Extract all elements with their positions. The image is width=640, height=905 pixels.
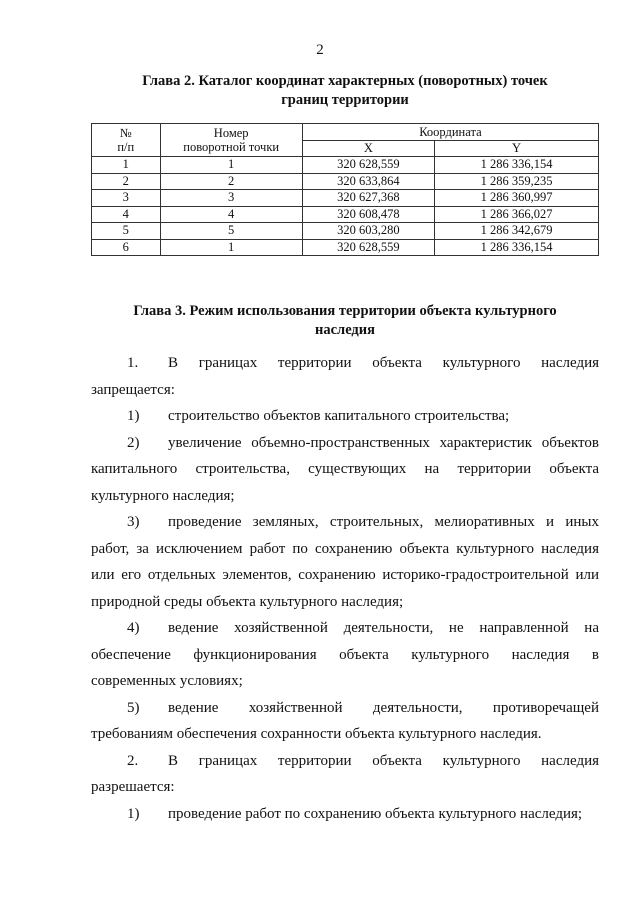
- chapter-3-title-line: Глава 3. Режим использования территории объекта культурного: [133, 303, 557, 319]
- paragraph-text: требованиям обеспечения сохранности объекта культурного наследия.: [91, 726, 542, 742]
- paragraph-line: [91, 403, 599, 430]
- paragraph-line: [91, 589, 599, 616]
- paragraph-line: [91, 509, 599, 536]
- paragraph-text: культурного наследия;: [91, 487, 235, 504]
- cell-number: 1: [92, 157, 161, 174]
- cell-y: 1 286 359,235: [435, 173, 599, 190]
- page-number: 2: [316, 42, 324, 58]
- paragraph-text: современных условиях;: [91, 673, 243, 689]
- cell-point: 3: [160, 190, 302, 207]
- paragraph-text: проведение земляных, строительных, мелиоративных и иных: [168, 514, 599, 530]
- cell-number: 5: [92, 223, 161, 240]
- cell-number: 4: [92, 206, 161, 223]
- cell-point: 4: [160, 206, 302, 223]
- paragraph-text: или его отдельных элементов, сохранению историко-градостроительной или: [91, 567, 599, 583]
- cell-y: 1 286 342,679: [435, 223, 599, 240]
- paragraph-line: [91, 377, 599, 404]
- paragraph-line: [91, 801, 599, 828]
- cell-y: 1 286 366,027: [435, 206, 599, 223]
- cell-number: 6: [92, 239, 161, 256]
- cell-y: 1 286 360,997: [435, 190, 599, 207]
- header-coordinate: Координата: [302, 124, 598, 141]
- cell-x: 320 628,559: [302, 157, 434, 174]
- paragraph-text: разрешается:: [91, 779, 175, 795]
- header-x: X: [302, 140, 434, 157]
- paragraph-number: 1): [127, 805, 140, 822]
- cell-x: 320 603,280: [302, 223, 434, 240]
- paragraph-line: [91, 721, 599, 748]
- paragraph-text: В границах территории объекта культурного наследия: [168, 752, 599, 769]
- cell-number: 3: [92, 190, 161, 207]
- cell-x: 320 608,478: [302, 206, 434, 223]
- chapter-3-heading: [91, 302, 599, 340]
- cell-point: 5: [160, 223, 302, 240]
- paragraph-line: [91, 748, 599, 775]
- paragraph-line: [91, 562, 599, 589]
- paragraph-text: ведение хозяйственной деятельности, противоречащей: [168, 699, 599, 716]
- cell-point: 1: [160, 239, 302, 256]
- header-point-line: поворотной точки: [183, 140, 280, 154]
- table-row: [92, 190, 599, 207]
- cell-x: 320 627,368: [302, 190, 434, 207]
- cell-x: 320 628,559: [302, 239, 434, 256]
- paragraph-line: [91, 536, 599, 563]
- paragraph-line: [91, 350, 599, 377]
- chapter-2-title-line: Глава 2. Каталог координат характерных (поворотных) точек: [142, 73, 548, 89]
- cell-x: 320 633,864: [302, 173, 434, 190]
- header-number-line: №: [119, 126, 132, 140]
- paragraph-line: [91, 642, 599, 669]
- paragraph-number: 1.: [127, 355, 139, 371]
- table-row: [92, 206, 599, 223]
- cell-number: 2: [92, 173, 161, 190]
- paragraph-text: ведение хозяйственной деятельности, не направленной на: [168, 620, 599, 636]
- body-text: [91, 350, 599, 827]
- paragraph-text: работ, за исключением работ по сохранению объекта культурного наследия: [91, 540, 599, 557]
- paragraph-line: [91, 456, 599, 483]
- paragraph-text: запрещается:: [91, 381, 175, 398]
- paragraph-number: 3): [127, 514, 140, 530]
- header-point-line: Номер: [213, 126, 249, 140]
- table-row: [92, 157, 599, 174]
- paragraph-number: 5): [127, 699, 140, 716]
- paragraph-line: [91, 430, 599, 457]
- chapter-2-title-line: границ территории: [281, 92, 409, 108]
- paragraph-text: капитального строительства, существующих на территории объекта: [91, 461, 599, 477]
- paragraph-text: природной среды объекта культурного наследия;: [91, 593, 404, 610]
- cell-point: 2: [160, 173, 302, 190]
- paragraph-text: увеличение объемно-пространственных характеристик объектов: [168, 434, 599, 451]
- paragraph-line: [91, 668, 599, 695]
- table-body: [92, 157, 599, 256]
- paragraph-line: [91, 695, 599, 722]
- paragraph-text: проведение работ по сохранению объекта культурного наследия;: [168, 805, 583, 822]
- table-row: [92, 173, 599, 190]
- paragraph-text: В границах территории объекта культурного наследия: [168, 355, 599, 371]
- paragraph-number: 2.: [127, 752, 139, 769]
- paragraph-line: [91, 774, 599, 801]
- header-number-line: п/п: [117, 140, 135, 154]
- chapter-2-heading: [91, 72, 599, 110]
- paragraph-number: 2): [127, 434, 140, 451]
- paragraph-line: [91, 483, 599, 510]
- paragraph-number: 4): [127, 620, 140, 636]
- cell-point: 1: [160, 157, 302, 174]
- paragraph-text: обеспечение функционирования объекта культурного наследия в: [91, 646, 599, 663]
- header-y: Y: [435, 140, 599, 157]
- table-row: [92, 223, 599, 240]
- cell-y: 1 286 336,154: [435, 157, 599, 174]
- header-number: [92, 124, 161, 157]
- header-point: [160, 124, 302, 157]
- paragraph-text: строительство объектов капитального строительства;: [168, 408, 510, 424]
- chapter-3-title-line: наследия: [315, 322, 375, 338]
- table-row: [92, 239, 599, 256]
- coordinates-table: [91, 123, 599, 256]
- cell-y: 1 286 336,154: [435, 239, 599, 256]
- paragraph-line: [91, 615, 599, 642]
- paragraph-number: 1): [127, 408, 140, 424]
